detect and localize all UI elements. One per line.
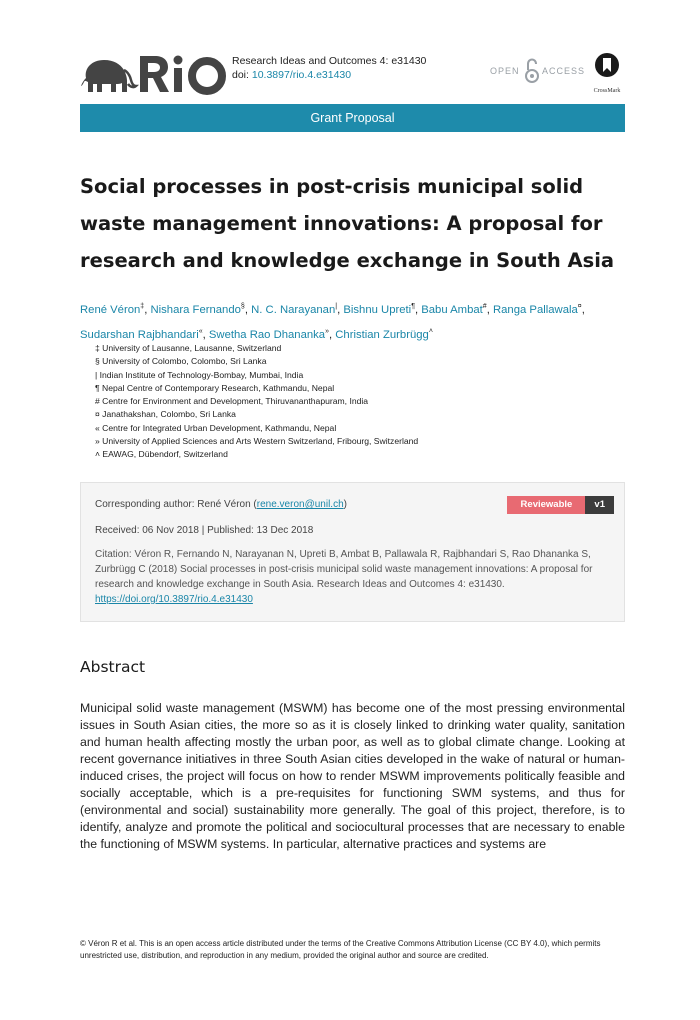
affiliation-item: ˄ EAWAG, Dübendorf, Switzerland: [95, 449, 228, 460]
citation-doi-link[interactable]: https://doi.org/10.3897/rio.4.e31430: [95, 594, 253, 605]
author-name[interactable]: Babu Ambat: [421, 303, 483, 316]
journal-info: [232, 54, 426, 82]
author-mark: #: [482, 303, 487, 310]
reviewable-label: Reviewable: [507, 496, 585, 514]
open-access-right: ACCESS: [542, 66, 586, 76]
license-notice: © Véron R et al. This is an open access article distributed under the terms of the Creative Commons Attribution License (CC BY 4.0), which permits unrestricted use, distribution, and reproduction in any medium, provided the original author and source are credited.: [80, 939, 601, 960]
affiliation-item: « Centre for Integrated Urban Development, Kathmandu, Nepal: [95, 422, 337, 433]
doi-label: doi:: [232, 69, 252, 81]
crossmark-icon: [594, 52, 620, 82]
author-mark: ‡: [140, 303, 145, 310]
article-dates: Received: 06 Nov 2018 | Published: 13 Dec 2018: [95, 525, 314, 536]
affiliation-item: § University of Colombo, Colombo, Sri Lanka: [95, 356, 267, 367]
author-list: René Véron‡, Nishara Fernando§, N. C. Narayanan|, Bishnu Upreti¶, Babu Ambat#, Ranga Pallawala¤, Sudarshan Rajbhandari«, Swetha Rao Dhananka», Christian Zurbrügg˄: [80, 303, 585, 341]
corr-email-link[interactable]: rene.veron@unil.ch: [256, 499, 344, 510]
author-name[interactable]: René Véron: [80, 303, 141, 316]
abstract-text: Municipal solid waste management (MSWM) has become one of the most pressing environmental issues in South Asian cities, the more so as it is closely linked to drinking water quality, sanitation and human health affecting mostly the urban poor, as well as to global climate change. Looking at recent governance initiatives in three South Asian cities developed in the wake of natural or human-induced crises, the project will focus on how to render MSWM improvements politically feasible and socially acceptable, which is a pre-requisites for functioning SWM systems, and thus for (environmental and social) sustainability more generally. The goal of this project, therefore, is to identify, analyze and promote the political and sociocultural processes that are necessary to enable the functioning of MSWM systems. In particular, alternative practices and systems are: [80, 701, 625, 851]
doi-link[interactable]: 10.3897/rio.4.e31430: [251, 69, 352, 81]
journal-line: Research Ideas and Outcomes 4: e31430: [232, 55, 427, 67]
author-mark: »: [325, 327, 329, 335]
author-mark: ¤: [577, 303, 582, 310]
journal-header: [80, 48, 625, 98]
author-name[interactable]: Swetha Rao Dhananka: [208, 328, 326, 341]
affiliation-item: ¶ Nepal Centre of Contemporary Research, Kathmandu, Nepal: [95, 382, 335, 393]
citation: [95, 547, 620, 607]
author-mark: §: [240, 303, 245, 310]
author-name[interactable]: Bishnu Upreti: [343, 303, 412, 316]
crossmark-badge[interactable]: [590, 52, 624, 92]
abstract-heading: Abstract: [80, 658, 146, 676]
citation-text: Citation: Véron R, Fernando N, Narayanan N, Upreti B, Ambat B, Pallawala R, Rajbhandari S, Rao Dhananka S, Zurbrügg C (2018) Social processes in post-crisis municipal solid waste management innovations: A proposal for research and knowledge exchange in South Asia. Research Ideas and Outcomes 4: e31430.: [95, 549, 593, 590]
affiliation-item: | Indian Institute of Technology-Bombay, Mumbai, India: [95, 369, 304, 380]
article-info-box: [80, 482, 625, 622]
doi-line: [232, 68, 426, 82]
author-mark: |: [335, 303, 338, 310]
author-mark: ˄: [428, 327, 433, 335]
article-title: Social processes in post-crisis municipal solid waste management innovations: A proposal for research and knowledge exchange in South Asia: [80, 175, 615, 272]
open-access-left: OPEN: [490, 66, 520, 76]
version-label: v1: [585, 496, 614, 514]
author-name[interactable]: Sudarshan Rajbhandari: [80, 328, 199, 341]
author-name[interactable]: Christian Zurbrügg: [335, 328, 429, 341]
author-name[interactable]: Nishara Fernando: [150, 303, 241, 316]
affiliation-item: # Centre for Environment and Development, Thiruvananthapuram, India: [95, 396, 369, 407]
corr-label: Corresponding author: René Véron (: [95, 499, 257, 510]
rio-elephant-logo[interactable]: [80, 48, 230, 96]
open-access-lock-icon: [524, 58, 540, 84]
affiliation-item: ‡ University of Lausanne, Lausanne, Switzerland: [95, 343, 282, 353]
affiliation-item: ¤ Janathakshan, Colombo, Sri Lanka: [95, 409, 236, 420]
author-mark: ¶: [411, 303, 415, 310]
crossmark-label: CrossMark: [593, 88, 621, 94]
corr-close: ): [343, 499, 347, 510]
corresponding-author: [95, 499, 347, 510]
affiliation-list: [95, 342, 595, 462]
review-status-badge[interactable]: [507, 496, 614, 514]
author-mark: «: [198, 327, 203, 335]
article-type-banner: Grant Proposal: [80, 104, 625, 132]
author-name[interactable]: N. C. Narayanan: [251, 303, 336, 316]
affiliation-item: » University of Applied Sciences and Arts Western Switzerland, Fribourg, Switzerland: [95, 436, 419, 447]
open-access-badge[interactable]: [490, 58, 586, 86]
author-name[interactable]: Ranga Pallawala: [492, 303, 578, 316]
